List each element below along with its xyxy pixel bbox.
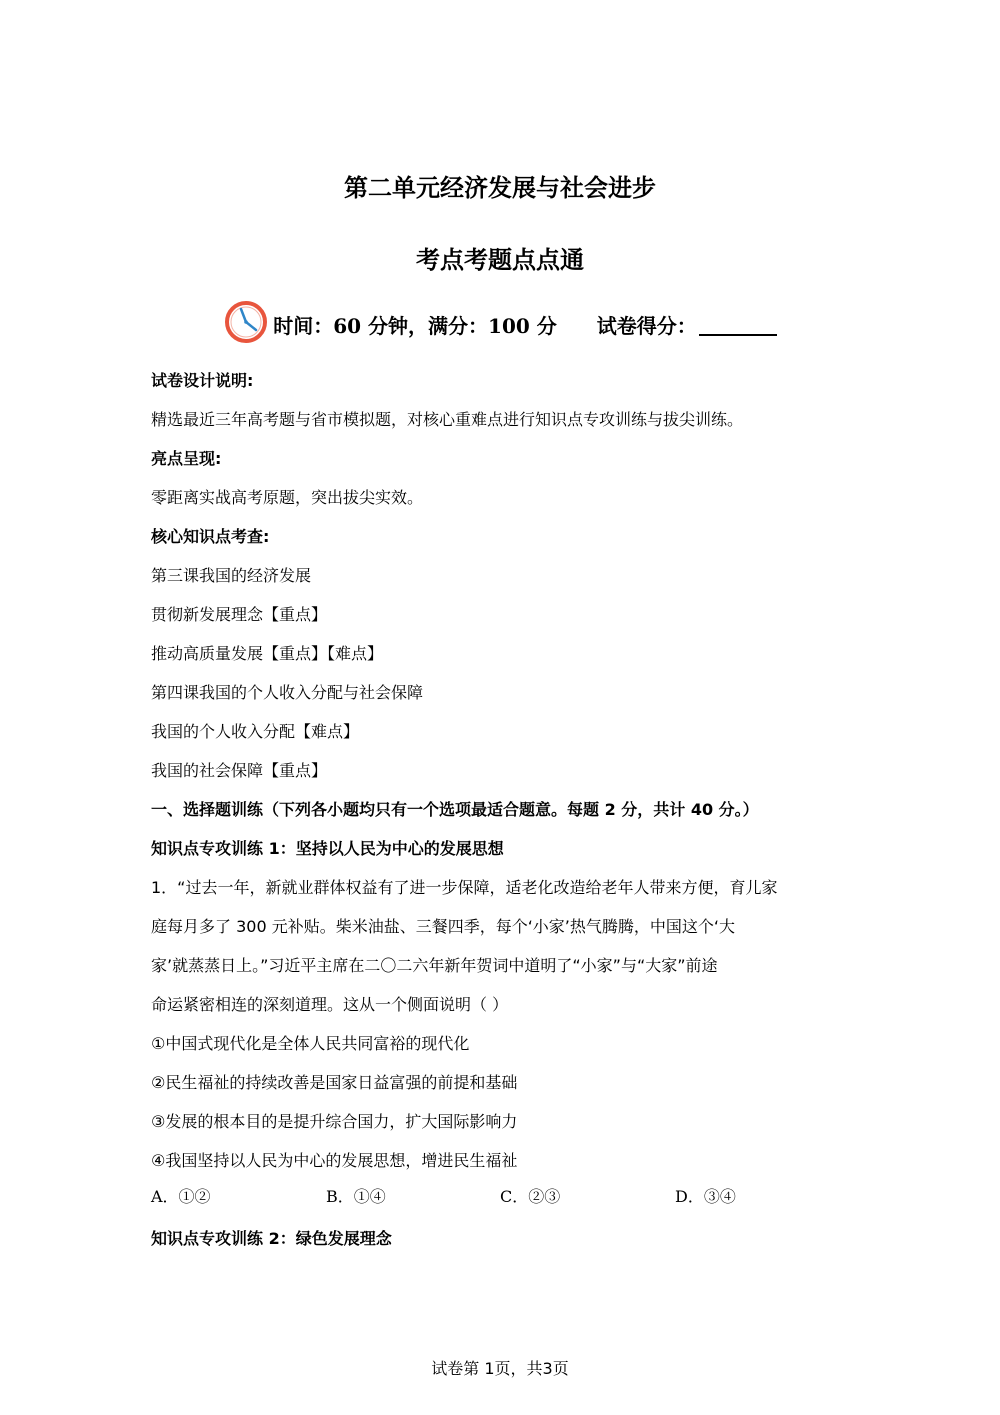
statement-1: ①中国式现代化是全体人民共同富裕的现代化 [151, 1034, 470, 1053]
option-c[interactable]: C．②③ [500, 1187, 561, 1206]
section-heading: 一、选择题训练（下列各小题均只有一个选项最适合题意。每题 2 分，共计 40 分。） [151, 800, 759, 819]
question-1-line: 命运紧密相连的深刻道理。这从一个侧面说明（ ） [151, 995, 509, 1014]
option-d[interactable]: D．③④ [675, 1187, 736, 1206]
exam-info-line [0, 300, 1000, 348]
core-item: 我国的个人收入分配【难点】 [151, 722, 360, 741]
question-1-line: 家’就蒸蒸日上。”习近平主席在二〇二六年新年贺词中道明了“小家”与“大家”前途 [151, 956, 718, 975]
page-footer: 试卷第 1页，共3页 [431, 1359, 569, 1378]
core-item: 我国的社会保障【重点】 [151, 761, 328, 780]
page-subtitle: 考点考题点点通 [416, 246, 584, 274]
question-1-line: 庭每月多了 300 元补贴。柴米油盐、三餐四季，每个‘小家’热气腾腾，中国这个‘大 [151, 917, 735, 936]
option-b[interactable]: B．①④ [326, 1187, 386, 1206]
design-text: 精选最近三年高考题与省市模拟题，对核心重难点进行知识点专攻训练与拔尖训练。 [151, 410, 744, 429]
core-item: 贯彻新发展理念【重点】 [151, 605, 328, 624]
highlights-heading: 亮点呈现: [151, 449, 222, 468]
clock-icon [223, 299, 269, 349]
design-heading: 试卷设计说明: [151, 371, 254, 390]
option-a[interactable]: A．①② [151, 1187, 211, 1206]
answer-options [151, 1184, 851, 1208]
score-blank[interactable] [699, 312, 777, 336]
exam-time-text: 时间：60 分钟，满分：100 分 [273, 313, 557, 338]
statement-2: ②民生福祉的持续改善是国家日益富强的前提和基础 [151, 1073, 518, 1092]
exam-score-label: 试卷得分： [596, 313, 697, 338]
statement-4: ④我国坚持以人民为中心的发展思想，增进民生福祉 [151, 1151, 518, 1170]
core-heading: 核心知识点考查: [151, 527, 270, 546]
core-item: 第三课我国的经济发展 [151, 566, 312, 585]
training-heading-2: 知识点专攻训练 2：绿色发展理念 [151, 1229, 392, 1248]
core-item: 第四课我国的个人收入分配与社会保障 [151, 683, 424, 702]
page-title: 第二单元经济发展与社会进步 [344, 174, 656, 202]
training-heading-1: 知识点专攻训练 1：坚持以人民为中心的发展思想 [151, 839, 504, 858]
question-1-line: 1．“过去一年，新就业群体权益有了进一步保障，适老化改造给老年人带来方便，育儿家 [151, 878, 778, 897]
core-item: 推动高质量发展【重点】【难点】 [151, 644, 384, 663]
highlights-text: 零距离实战高考原题，突出拔尖实效。 [151, 488, 424, 507]
statement-3: ③发展的根本目的是提升综合国力，扩大国际影响力 [151, 1112, 518, 1131]
